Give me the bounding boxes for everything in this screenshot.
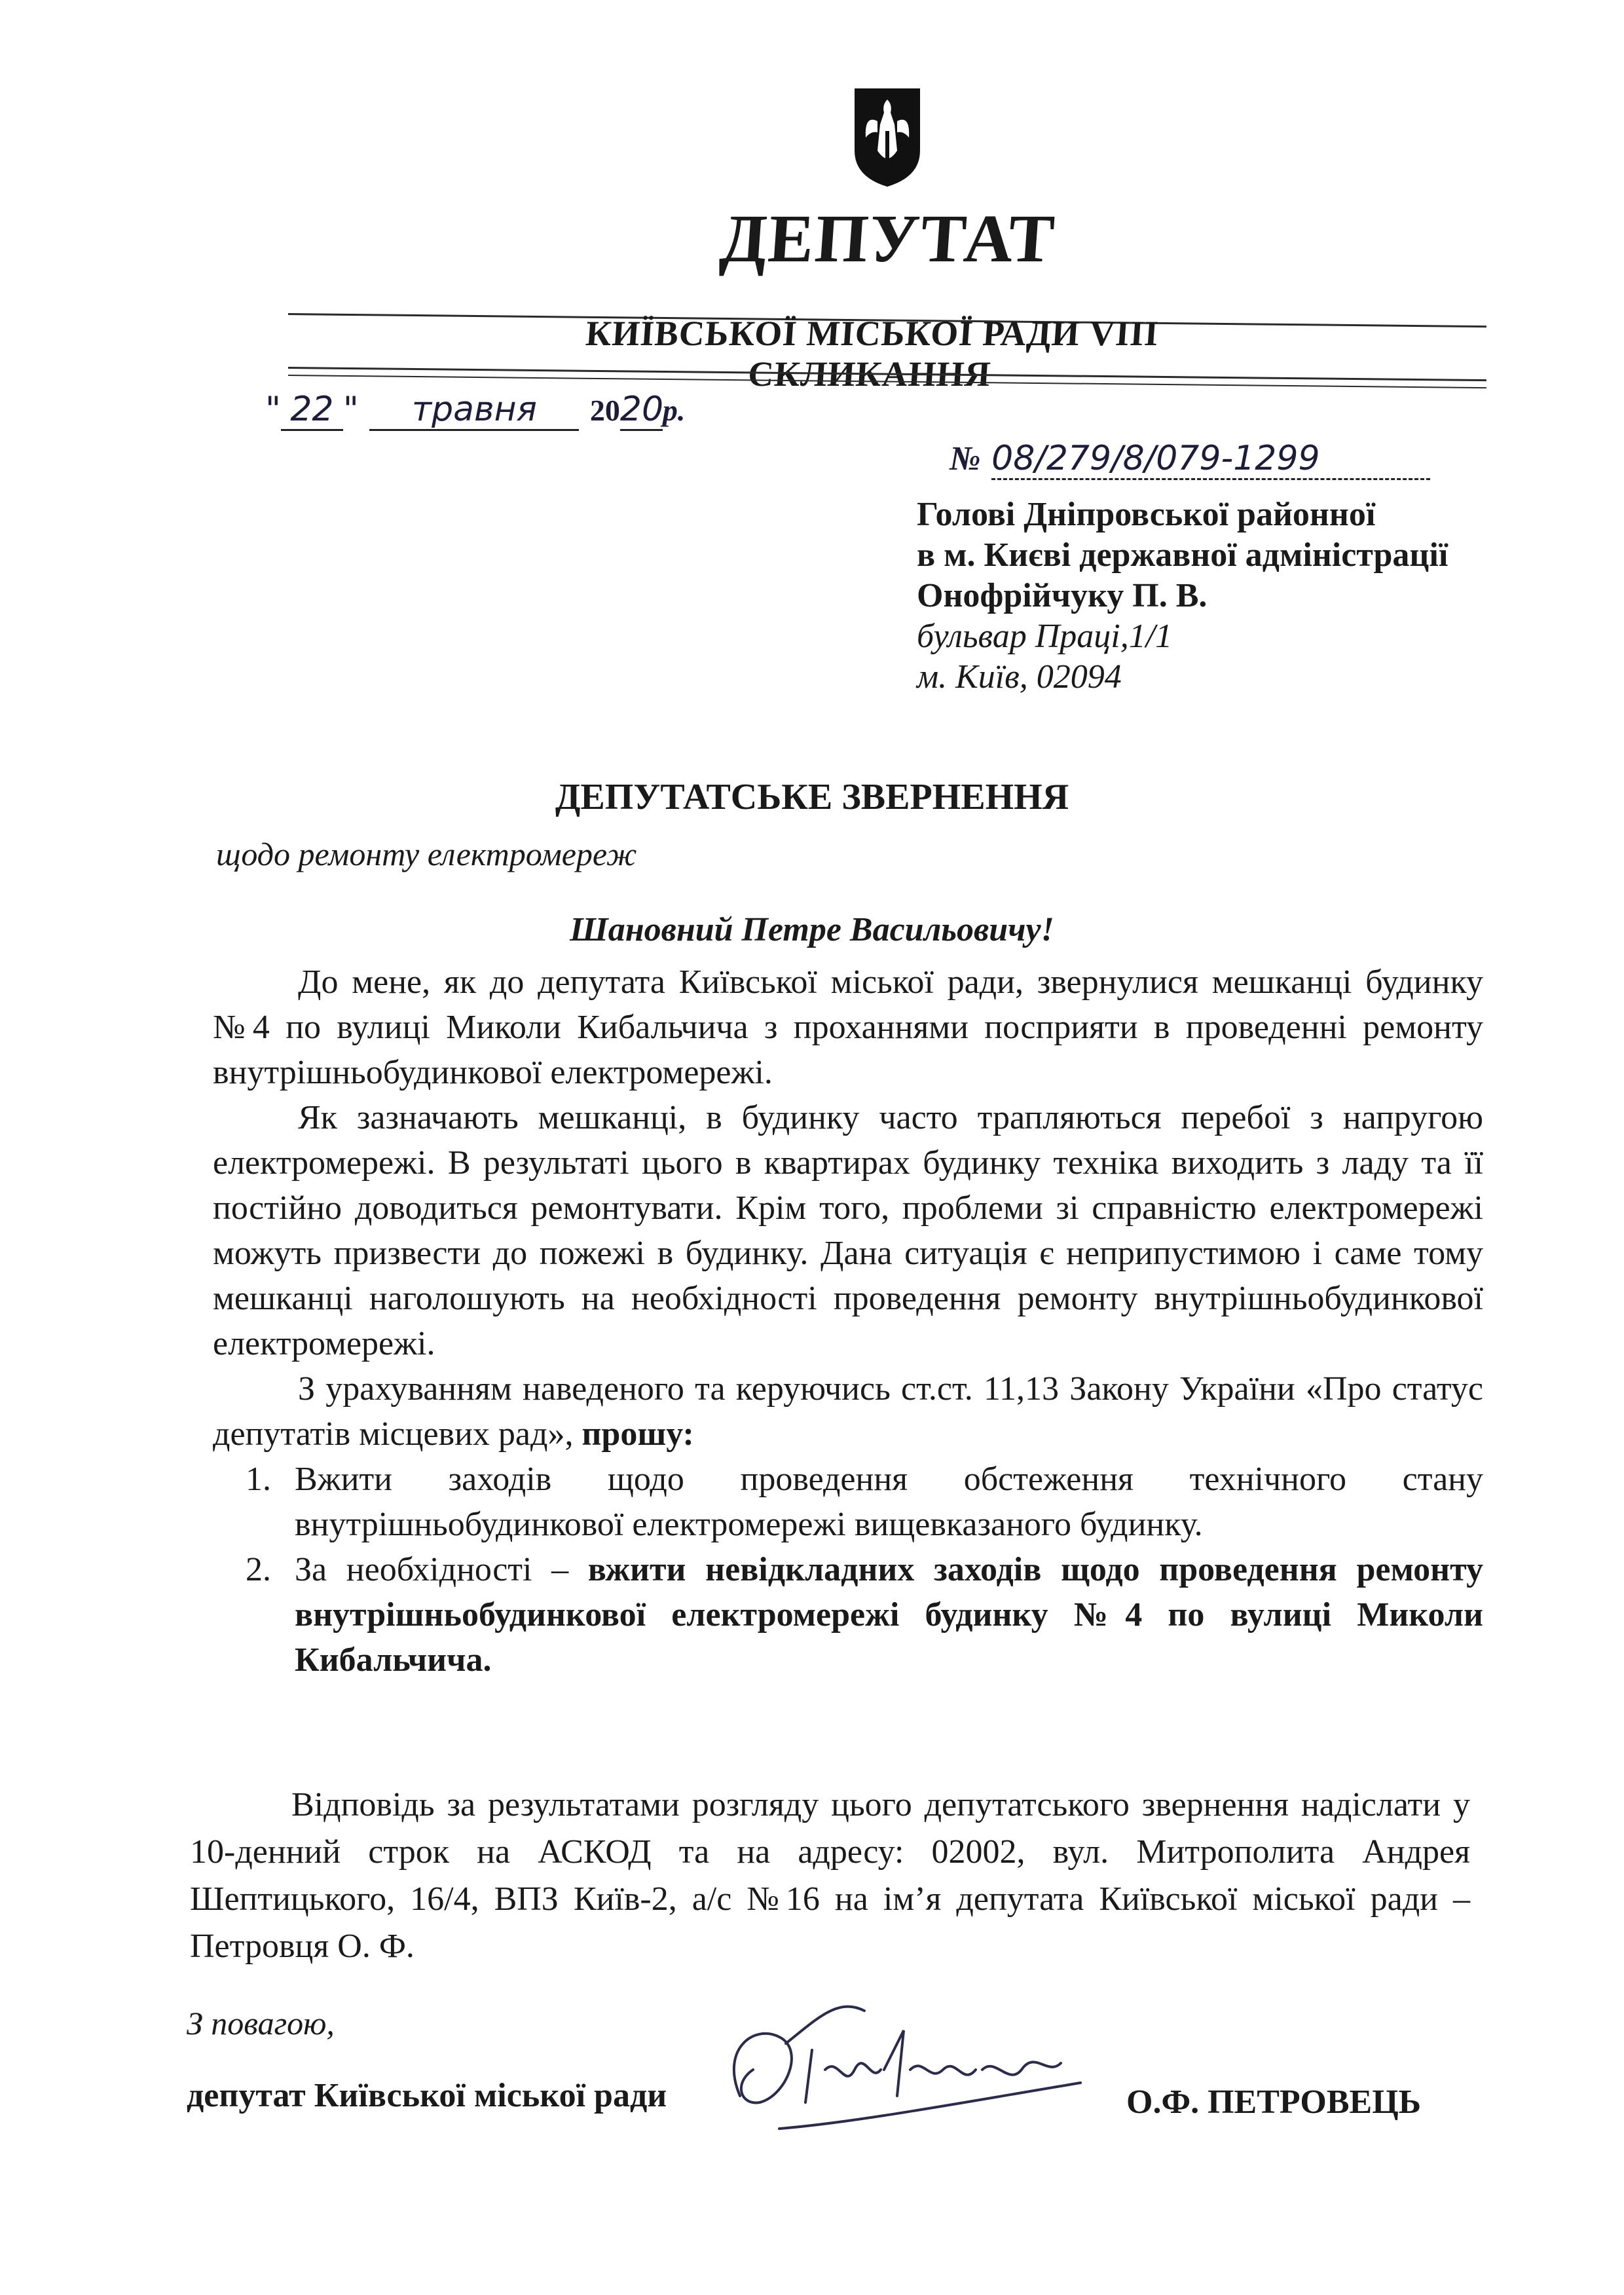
addressee-line: бульвар Праці,1/1 bbox=[917, 618, 1173, 655]
date-line bbox=[265, 390, 685, 431]
signatory-name: О.Ф. ПЕТРОВЕЦЬ bbox=[1126, 2083, 1422, 2121]
list-item-bold-text: вжити невідкладних заходів щодо проведення ремонту внутрішньобудинкової електромережі будинку №4 по вулиці Миколи Кибальчича. bbox=[295, 1551, 1483, 1679]
reply-request bbox=[190, 1782, 1470, 1970]
list-item-number: 1. bbox=[246, 1461, 271, 1498]
addressee-line: м. Київ, 02094 bbox=[917, 658, 1122, 696]
letter-body bbox=[213, 960, 1483, 1683]
document-subtitle: КИЇВСЬКОЇ МІСЬКОЇ РАДИ VIII СКЛИКАННЯ bbox=[584, 314, 1160, 394]
addressee-line: в м. Києві державної адміністрації bbox=[917, 536, 1449, 574]
body-paragraph: До мене, як до депутата Київської міської ради, звернулися мешканці будинку №4 по вулиці Миколи Кибальчича з проханнями посприяти в проведенні ремонту внутрішньобудинкової електромережі. bbox=[213, 963, 1483, 1091]
date-suffix: р. bbox=[662, 394, 686, 427]
handwritten-signature bbox=[714, 1971, 1107, 2168]
date-year-prefix: 20 bbox=[589, 394, 620, 427]
date-quote-close: " bbox=[342, 390, 359, 429]
list-item-text: Вжити заходів щодо проведення обстеження технічного стану внутрішньобудинкової електромережі вищевказаного будинку. bbox=[295, 1461, 1483, 1543]
addressee-block bbox=[917, 494, 1448, 698]
body-paragraph bbox=[213, 1366, 1483, 1457]
appeal-subject: щодо ремонту електромереж bbox=[216, 836, 637, 872]
request-list bbox=[213, 1457, 1483, 1683]
list-item-number: 2. bbox=[246, 1551, 271, 1588]
reference-prefix: № bbox=[950, 440, 981, 477]
date-month: травня bbox=[369, 390, 579, 431]
list-item-text: За необхідності – bbox=[295, 1551, 569, 1588]
document-title: ДЕПУТАТ bbox=[717, 201, 1058, 276]
addressee-line: Голові Дніпровської районної bbox=[917, 496, 1376, 533]
date-year-suffix: 20 bbox=[620, 390, 663, 431]
list-item bbox=[213, 1547, 1483, 1683]
signatory-role: депутат Київської міської ради bbox=[187, 2077, 667, 2114]
date-day: 22 bbox=[281, 390, 343, 431]
kyiv-coat-of-arms-icon bbox=[851, 85, 923, 190]
appeal-heading: ДЕПУТАТСЬКЕ ЗВЕРНЕННЯ bbox=[555, 777, 1069, 817]
date-quote-open: " bbox=[265, 390, 281, 429]
addressee-line: Онофрійчуку П. В. bbox=[917, 577, 1208, 614]
salutation: Шановний Петре Васильовичу! bbox=[570, 911, 1054, 948]
request-keyword: прошу: bbox=[581, 1415, 694, 1453]
list-item bbox=[213, 1457, 1483, 1547]
reply-paragraph: Відповідь за результатами розгляду цього депутатського звернення надіслати у 10-денний строк на АСКОД та на адресу: 02002, вул. Митрополита Андрея Шептицького, 16/4, ВПЗ Київ-2, а/с №16 на ім’я депутата Київської міської ради – Петровця О. Ф. bbox=[190, 1786, 1470, 1965]
reference-number: 08/279/8/079-1299 bbox=[991, 439, 1430, 480]
closing-regards: З повагою, bbox=[187, 2005, 335, 2042]
body-paragraph-text: З урахуванням наведеного та керуючись ст.ст. 11,13 Закону України «Про статус депутатів місцевих рад», bbox=[213, 1370, 1483, 1453]
reference-number-line bbox=[950, 439, 1430, 480]
body-paragraph: Як зазначають мешканці, в будинку часто трапляються перебої з напругою електромережі. В результаті цього в квартирах будинку техніка виходить з ладу та її постійно доводиться ремонтувати. Крім того, проблеми зі справністю електромережі можуть призвести до пожежі в будинку. Дана ситуація є неприпустимою і саме тому мешканці наголошують на необхідності проведення ремонту внутрішньобудинкової електромережі. bbox=[213, 1099, 1483, 1362]
